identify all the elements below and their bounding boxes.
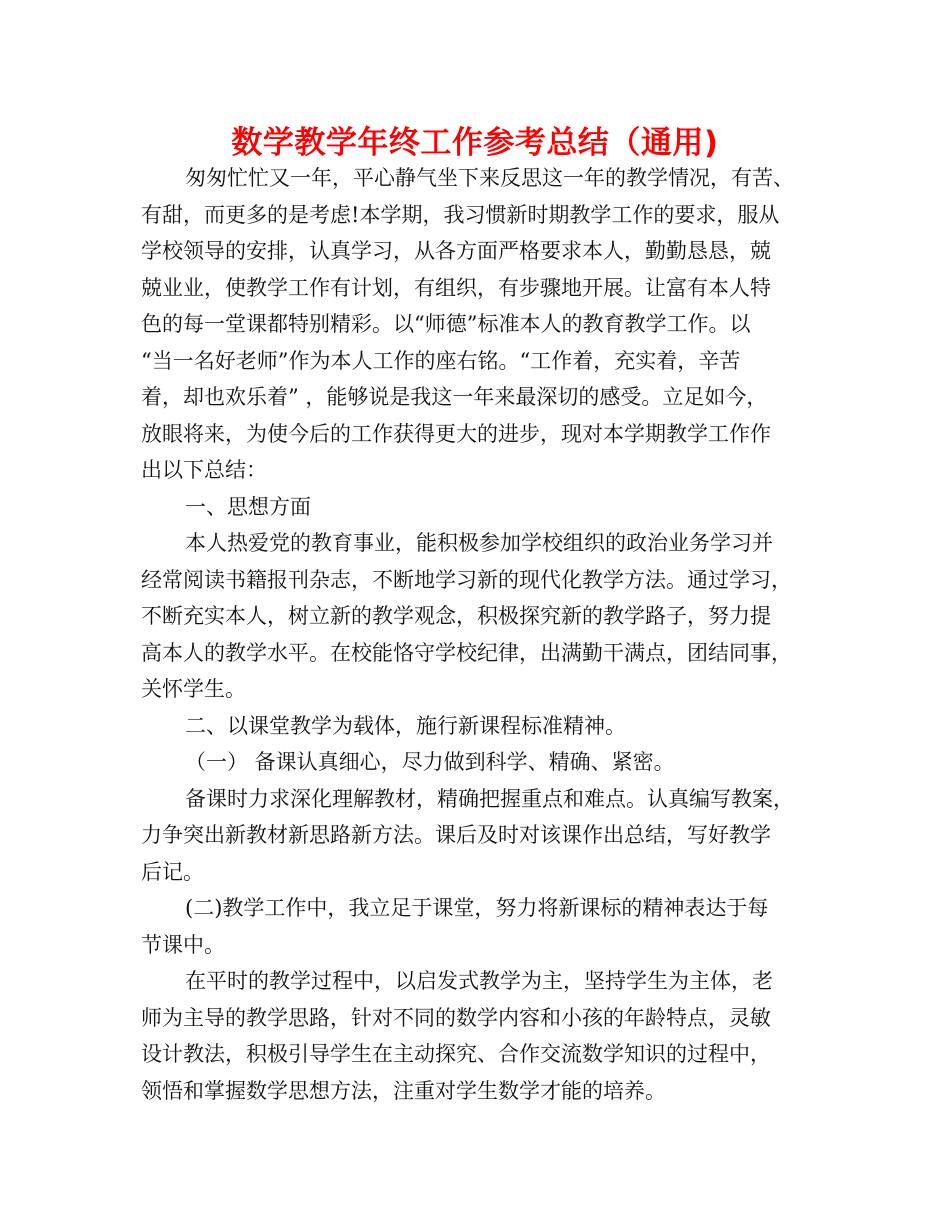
paragraph-2-line-3: 不断充实本人，树立新的教学观念，积极探究新的教学路子，努力提	[141, 604, 771, 628]
document-title: 数学教学年终工作参考总结（通用)	[231, 125, 719, 161]
paragraph-1-line-9: 出以下总结：	[141, 458, 267, 482]
paragraph-1-line-7: 着，却也欢乐着” ，能够说是我这一年来最深切的感受。立足如今，	[141, 385, 768, 409]
subsection-heading-2-line-1: (二)教学工作中，我立足于课堂，努力将新课标的精神表达于每	[185, 896, 769, 920]
paragraph-1-line-8: 放眼将来，为使今后的工作获得更大的进步，现对本学期教学工作作	[141, 421, 771, 446]
paragraph-2-line-4: 高本人的教学水平。在校能恪守学校纪律，出满勤干满点，团结同事，	[141, 640, 792, 665]
paragraph-3-line-2: 力争突出新教材新思路新方法。课后及时对该课作出总结，写好教学	[141, 823, 771, 847]
subsection-heading-2-line-2: 节课中。	[141, 932, 225, 957]
paragraph-1-line-1: 匆匆忙忙又一年，平心静气坐下来反思这一年的教学情况，有苦、	[185, 166, 794, 190]
paragraph-4-line-3: 设计教法，积极引导学生在主动探究、合作交流数学知识的过程中，	[141, 1042, 771, 1066]
paragraph-3-line-3: 后记。	[141, 859, 204, 884]
section-heading-2: 二、以课堂教学为载体，施行新课程标准精神。	[185, 713, 626, 738]
paragraph-1-line-2: 有甜，而更多的是考虑!本学期，我习惯新时期教学工作的要求，服从	[141, 202, 780, 227]
paragraph-1-line-5: 色的每一堂课都特别精彩。以“师德”标准本人的教育教学工作。以	[141, 312, 751, 336]
paragraph-1-line-4: 兢业业，使教学工作有计划，有组织，有步骤地开展。让富有本人特	[141, 275, 771, 300]
paragraph-2-line-1: 本人热爱党的教育事业，能积极参加学校组织的政治业务学习并	[185, 531, 773, 555]
paragraph-1-line-3: 学校领导的安排，认真学习，从各方面严格要求本人，勤勤恳恳，兢	[141, 239, 771, 263]
subsection-heading-1: （一） 备课认真细心，尽力做到科学、精确、紧密。	[185, 750, 675, 774]
paragraph-4-line-1: 在平时的教学过程中，以启发式教学为主，坚持学生为主体，老	[185, 969, 773, 993]
paragraph-2-line-2: 经常阅读书籍报刊杂志，不断地学习新的现代化教学方法。通过学习，	[141, 567, 792, 592]
paragraph-4-line-2: 师为主导的教学思路，针对不同的数学内容和小孩的年龄特点，灵敏	[141, 1005, 771, 1030]
document-body	[141, 160, 821, 1109]
paragraph-4-line-4: 领悟和掌握数学思想方法，注重对学生数学才能的培养。	[141, 1078, 666, 1103]
paragraph-1-line-6: “当一名好老师”作为本人工作的座右铭。“工作着，充实着，辛苦	[141, 348, 741, 373]
paragraph-3-line-1: 备课时力求深化理解教材，精确把握重点和难点。认真编写教案，	[185, 786, 794, 811]
paragraph-2-line-5: 关怀学生。	[141, 677, 246, 701]
section-heading-1: 一、思想方面	[185, 494, 311, 519]
